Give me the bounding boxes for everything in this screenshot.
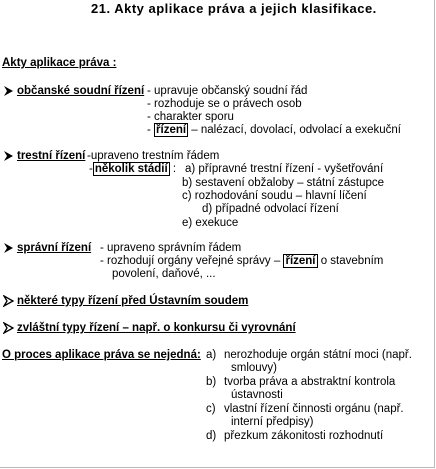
special-procedures-label: zvláštní typy řízení – např. o konkursu či vyrovnání — [17, 322, 296, 334]
not-application-item-c-line-1: vlastní řízení činnosti orgánu (např. — [224, 403, 404, 415]
criminal-stage-e: e) exekuce — [182, 217, 239, 229]
criminal-line-1: -upraveno trestním řádem — [87, 150, 220, 162]
administrative-proceedings-boxed: řízení — [285, 255, 316, 267]
arrow-bullet-icon — [3, 85, 15, 97]
civil-line-1: - upravuje občanský soudní řád — [147, 85, 308, 97]
criminal-stage-b: b) sestavení obžaloby – státní zástupce — [182, 177, 385, 189]
civil-line-4 — [147, 124, 401, 137]
criminal-stages-colon: : — [172, 163, 177, 175]
civil-line-2: - rozhoduje se o právech osob — [147, 98, 302, 110]
document-title: 21. Akty aplikace práva a jejich klasifikace. — [91, 1, 377, 16]
administrative-line-2-suffix: o stavebním — [320, 255, 384, 267]
administrative-line-2-prefix: - rozhodují orgány veřejné správy – — [100, 255, 281, 267]
civil-line-3: - charakter sporu — [147, 111, 234, 123]
civil-line-4-prefix: - — [147, 124, 151, 136]
civil-proceedings-boxed: řízení — [156, 124, 187, 136]
not-application-marker-b: b) — [206, 376, 217, 388]
not-application-heading: O proces aplikace práva se nejedná: — [2, 349, 201, 361]
criminal-stage-c: c) rozhodování soudu – hlavní líčení — [182, 190, 367, 202]
not-application-item-a-line-1: nerozhoduje orgán státní moci (např. — [224, 349, 412, 361]
civil-procedure-label: občanské soudní řízení — [17, 85, 145, 97]
not-application-marker-c: c) — [206, 403, 216, 415]
not-application-item-a-line-2: smlouvy) — [231, 362, 278, 374]
arrow-bullet-icon — [3, 242, 15, 254]
arrow-bullet-icon — [3, 150, 15, 162]
not-application-item-c-line-2: interní předpisy) — [231, 416, 314, 428]
civil-line-4-suffix: – nalézací, dovolací, odvolací a exekuční — [191, 124, 401, 136]
arrow-outline-bullet-icon — [3, 322, 15, 334]
not-application-item-b-line-1: tvorba práva a abstraktní kontrola — [224, 376, 396, 388]
administrative-line-1: - upraveno správním řádem — [100, 242, 242, 254]
arrow-outline-bullet-icon — [3, 295, 15, 307]
not-application-marker-d: d) — [206, 430, 217, 442]
criminal-stages-heading — [89, 163, 176, 176]
criminal-stage-a: a) přípravné trestní řízení - vyšetřování — [185, 163, 384, 175]
administrative-procedure-label: správní řízení — [17, 242, 92, 254]
criminal-stages-boxed: několik stádií — [94, 163, 168, 175]
section-heading: Akty aplikace práva : — [2, 57, 117, 69]
not-application-item-d-line-1: přezkum zákonitosti rozhodnutí — [224, 430, 384, 442]
not-application-item-b-line-2: ústavnosti — [231, 389, 283, 401]
criminal-stage-d: d) případné odvolací řízení — [202, 203, 339, 215]
not-application-marker-a: a) — [206, 349, 217, 361]
administrative-line-2 — [100, 255, 383, 268]
constitutional-court-label: některé typy řízení před Ústavním soudem — [17, 295, 249, 307]
criminal-stages-prefix: - — [89, 163, 93, 175]
criminal-procedure-label: trestní řízení — [17, 150, 86, 162]
administrative-line-3: povolení, daňové, ... — [112, 268, 216, 280]
